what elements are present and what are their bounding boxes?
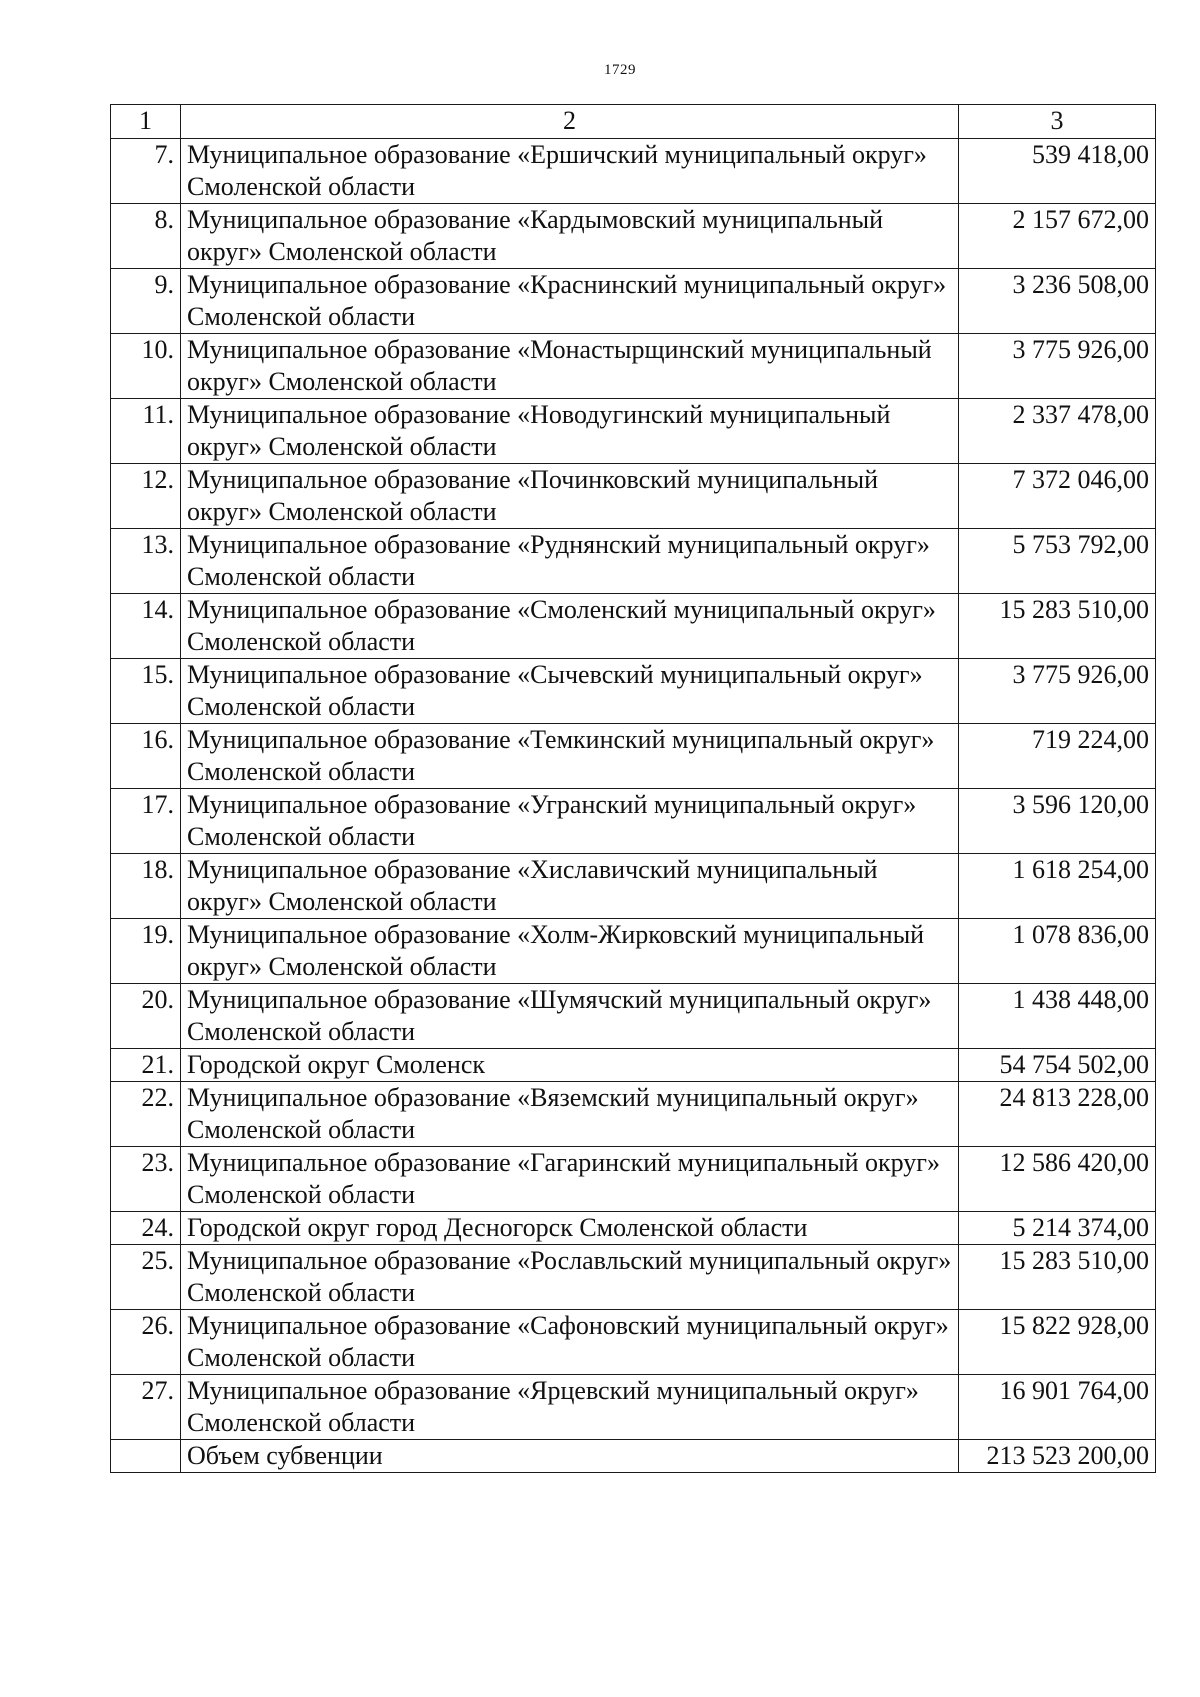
subsidy-amount: 719 224,00: [959, 724, 1156, 789]
table-row: [111, 1375, 1156, 1440]
table-row: [111, 724, 1156, 789]
municipality-name: Муниципальное образование «Ярцевский муниципальный округ» Смоленской области: [181, 1375, 959, 1440]
subsidy-amount: 3 775 926,00: [959, 659, 1156, 724]
subsidy-amount: 24 813 228,00: [959, 1082, 1156, 1147]
table-row: [111, 1147, 1156, 1212]
subsidy-amount: 3 236 508,00: [959, 269, 1156, 334]
table-row: [111, 269, 1156, 334]
municipality-name: Муниципальное образование «Шумячский муниципальный округ» Смоленской области: [181, 984, 959, 1049]
total-number-cell: [111, 1440, 181, 1473]
subsidy-amount: 3 775 926,00: [959, 334, 1156, 399]
municipality-name: Городской округ Смоленск: [181, 1049, 959, 1082]
row-number: 24.: [111, 1212, 181, 1245]
row-number: 17.: [111, 789, 181, 854]
municipality-name: Муниципальное образование «Гагаринский муниципальный округ» Смоленской области: [181, 1147, 959, 1212]
table-row: [111, 789, 1156, 854]
row-number: 9.: [111, 269, 181, 334]
row-number: 12.: [111, 464, 181, 529]
municipality-name: Муниципальное образование «Рославльский муниципальный округ» Смоленской области: [181, 1245, 959, 1310]
subsidy-amount: 1 618 254,00: [959, 854, 1156, 919]
row-number: 14.: [111, 594, 181, 659]
subsidy-amount: 539 418,00: [959, 139, 1156, 204]
row-number: 15.: [111, 659, 181, 724]
table-row: [111, 594, 1156, 659]
subsidy-amount: 15 822 928,00: [959, 1310, 1156, 1375]
subsidy-amount: 5 214 374,00: [959, 1212, 1156, 1245]
row-number: 11.: [111, 399, 181, 464]
row-number: 16.: [111, 724, 181, 789]
municipality-name: Муниципальное образование «Сычевский муниципальный округ» Смоленской области: [181, 659, 959, 724]
column-header-1: 1: [111, 105, 181, 139]
total-label: Объем субвенции: [181, 1440, 959, 1473]
municipality-name: Муниципальное образование «Кардымовский муниципальный округ» Смоленской области: [181, 204, 959, 269]
subsidy-amount: 16 901 764,00: [959, 1375, 1156, 1440]
municipality-name: Муниципальное образование «Темкинский муниципальный округ» Смоленской области: [181, 724, 959, 789]
table-row: [111, 1049, 1156, 1082]
table-row: [111, 334, 1156, 399]
row-number: 19.: [111, 919, 181, 984]
table-row: [111, 1212, 1156, 1245]
subsidy-amount: 15 283 510,00: [959, 1245, 1156, 1310]
municipality-name: Муниципальное образование «Угранский муниципальный округ» Смоленской области: [181, 789, 959, 854]
total-row: [111, 1440, 1156, 1473]
table-row: [111, 139, 1156, 204]
municipality-name: Муниципальное образование «Краснинский муниципальный округ» Смоленской области: [181, 269, 959, 334]
subsidy-amount: 12 586 420,00: [959, 1147, 1156, 1212]
column-header-3: 3: [959, 105, 1156, 139]
row-number: 25.: [111, 1245, 181, 1310]
municipality-name: Муниципальное образование «Холм-Жирковский муниципальный округ» Смоленской области: [181, 919, 959, 984]
subsidy-amount: 1 078 836,00: [959, 919, 1156, 984]
total-amount: 213 523 200,00: [959, 1440, 1156, 1473]
municipality-name: Городской округ город Десногорск Смоленской области: [181, 1212, 959, 1245]
municipality-name: Муниципальное образование «Сафоновский муниципальный округ» Смоленской области: [181, 1310, 959, 1375]
subsidy-amount: 2 157 672,00: [959, 204, 1156, 269]
table-row: [111, 919, 1156, 984]
row-number: 18.: [111, 854, 181, 919]
municipality-name: Муниципальное образование «Монастырщинский муниципальный округ» Смоленской области: [181, 334, 959, 399]
column-header-2: 2: [181, 105, 959, 139]
municipality-name: Муниципальное образование «Новодугинский муниципальный округ» Смоленской области: [181, 399, 959, 464]
row-number: 21.: [111, 1049, 181, 1082]
row-number: 13.: [111, 529, 181, 594]
table-header-row: [111, 105, 1156, 139]
table-row: [111, 1245, 1156, 1310]
row-number: 26.: [111, 1310, 181, 1375]
table-row: [111, 399, 1156, 464]
subsidy-amount: 15 283 510,00: [959, 594, 1156, 659]
municipality-name: Муниципальное образование «Вяземский муниципальный округ» Смоленской области: [181, 1082, 959, 1147]
table-row: [111, 1310, 1156, 1375]
subsidy-amount: 2 337 478,00: [959, 399, 1156, 464]
page-number: 1729: [604, 62, 636, 78]
subsidy-amount: 1 438 448,00: [959, 984, 1156, 1049]
subsidy-amount: 7 372 046,00: [959, 464, 1156, 529]
table-row: [111, 464, 1156, 529]
row-number: 8.: [111, 204, 181, 269]
table-row: [111, 529, 1156, 594]
subsidy-amount: 3 596 120,00: [959, 789, 1156, 854]
table-row: [111, 659, 1156, 724]
municipality-name: Муниципальное образование «Починковский муниципальный округ» Смоленской области: [181, 464, 959, 529]
row-number: 7.: [111, 139, 181, 204]
municipality-name: Муниципальное образование «Руднянский муниципальный округ» Смоленской области: [181, 529, 959, 594]
municipality-name: Муниципальное образование «Смоленский муниципальный округ» Смоленской области: [181, 594, 959, 659]
subsidy-table: [110, 104, 1156, 1473]
municipality-name: Муниципальное образование «Ершичский муниципальный округ» Смоленской области: [181, 139, 959, 204]
table-row: [111, 984, 1156, 1049]
row-number: 20.: [111, 984, 181, 1049]
row-number: 27.: [111, 1375, 181, 1440]
row-number: 22.: [111, 1082, 181, 1147]
table-row: [111, 854, 1156, 919]
table-row: [111, 1082, 1156, 1147]
row-number: 10.: [111, 334, 181, 399]
subsidy-amount: 5 753 792,00: [959, 529, 1156, 594]
subsidy-amount: 54 754 502,00: [959, 1049, 1156, 1082]
row-number: 23.: [111, 1147, 181, 1212]
municipality-name: Муниципальное образование «Хиславичский муниципальный округ» Смоленской области: [181, 854, 959, 919]
table-row: [111, 204, 1156, 269]
